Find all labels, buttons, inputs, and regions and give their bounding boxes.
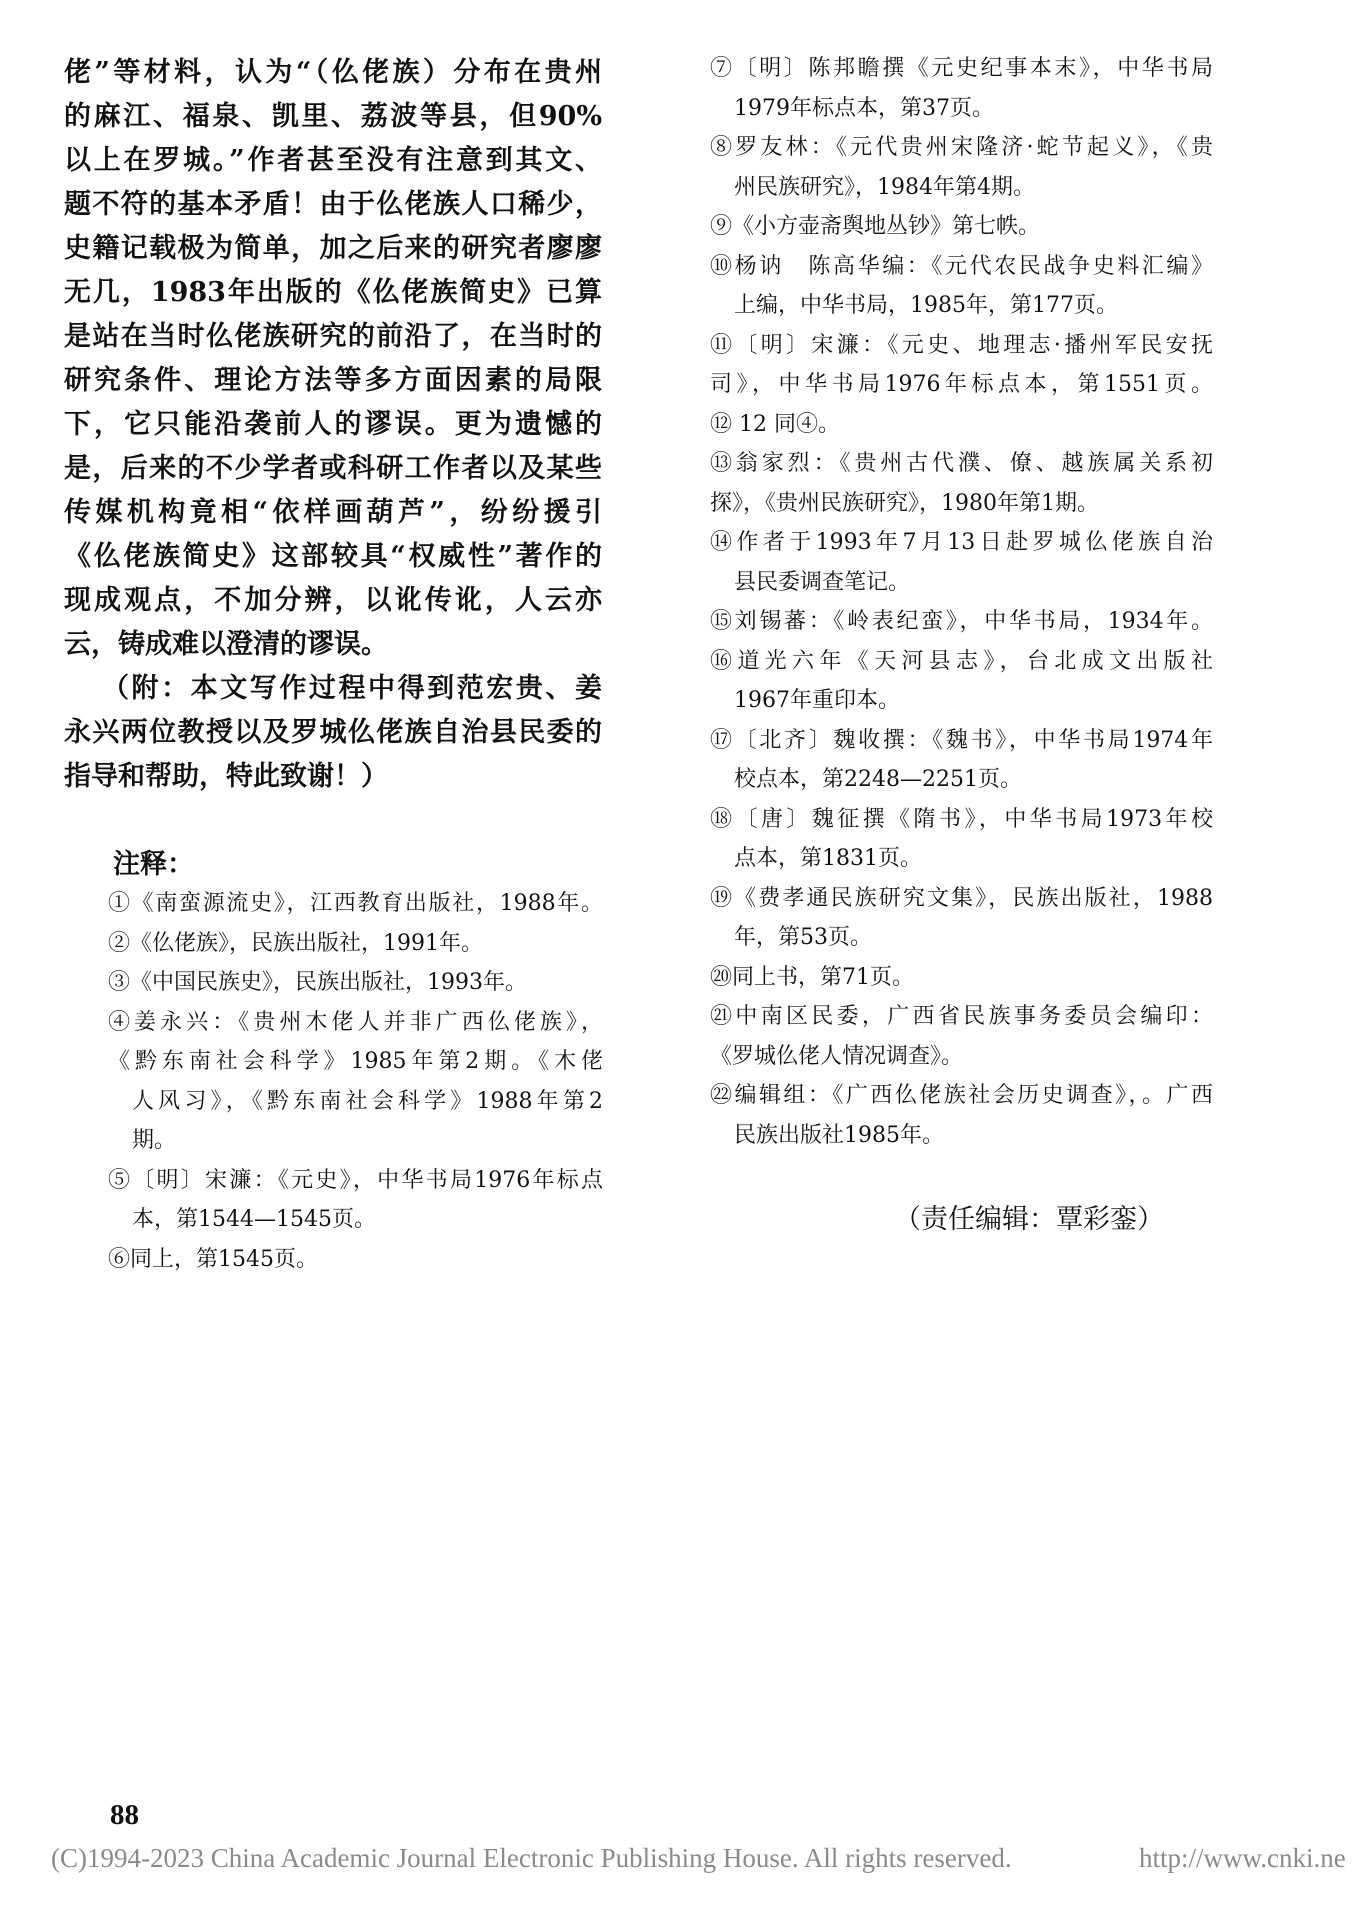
- note-line: 1967年重印本。: [734, 688, 900, 713]
- note-7: [710, 49, 1213, 128]
- copyright-footer: [0, 1838, 1368, 1878]
- note-line: ⑮刘锡蕃：《岭表纪蛮》，中华书局，1934年。: [710, 609, 1213, 634]
- note-line: 人风习》，《黔东南社会科学》1988年第2: [132, 1088, 603, 1114]
- note-line: ⑫ 12 同④。: [710, 411, 840, 437]
- note-line: 期。: [132, 1128, 177, 1153]
- note-18: [710, 800, 1213, 879]
- note-line: ②《仫佬族》，民族出版社，1991年。: [108, 930, 483, 956]
- note-line: ⑧罗友林：《元代贵州宋隆济·蛇节起义》，《贵: [710, 135, 1213, 160]
- note-line: 上编，中华书局，1985年，第177页。: [734, 293, 1118, 318]
- note-17: [710, 721, 1213, 800]
- body-line: 是，后来的不少学者或科研工作者以及某些: [64, 453, 602, 484]
- note-line: ①《南蛮源流史》，江西教育出版社，1988年。: [108, 891, 603, 916]
- note-10: [710, 247, 1213, 326]
- note-line: ⑥同上，第1545页。: [108, 1246, 318, 1272]
- acknowledgement-line: （附：本文写作过程中得到范宏贵、姜: [102, 673, 602, 704]
- note-line: ⑦〔明〕陈邦瞻撰《元史纪事本末》，中华书局: [710, 56, 1213, 81]
- body-line: 研究条件、理论方法等多方面因素的局限: [64, 365, 602, 396]
- note-line: ㉑中南区民委，广西省民族事务委员会编印：: [710, 1004, 1213, 1029]
- body-line: 下，它只能沿袭前人的谬误。更为遗憾的: [64, 409, 602, 440]
- note-line: 司》，中华书局1976年标点本，第1551页。: [710, 372, 1213, 397]
- note-21: [710, 997, 1213, 1076]
- page-number: 88: [110, 1799, 139, 1831]
- acknowledgement-line: 永兴两位教授以及罗城仫佬族自治县民委的: [64, 717, 602, 748]
- notes-list-left: [108, 884, 603, 1279]
- note-3: [108, 963, 603, 1003]
- note-line: ⑪〔明〕宋濂：《元史、地理志·播州军民安抚: [710, 332, 1213, 358]
- note-line: ⑳同上书，第71页。: [710, 964, 914, 990]
- note-4: [108, 1003, 603, 1161]
- body-line: 史籍记载极为简单，加之后来的研究者廖廖: [64, 233, 602, 264]
- note-19: [710, 879, 1213, 958]
- footer-url: http://www.cnki.ne: [1139, 1843, 1346, 1873]
- body-line: 云，铸成难以澄清的谬误。: [64, 629, 388, 660]
- note-line: 本，第1544—1545页。: [132, 1207, 376, 1232]
- note-line: ⑨《小方壶斋舆地丛钞》第七帙。: [710, 214, 1041, 239]
- body-line: 的麻江、福泉、凯里、荔波等县，但90%: [64, 101, 602, 132]
- note-line: ④姜永兴：《贵州木佬人并非广西仫佬族》，: [108, 1009, 603, 1035]
- body-line: 题不符的基本矛盾！由于仫佬族人口稀少，: [64, 189, 602, 220]
- note-line: 州民族研究》，1984年第4期。: [734, 174, 1035, 200]
- notes-list-right: [710, 49, 1213, 1155]
- notes-heading: 注释：: [113, 849, 194, 880]
- note-1: [108, 884, 603, 924]
- note-8: [710, 128, 1213, 207]
- body-line: 佬”等材料，认为“（仫佬族）分布在贵州: [64, 57, 602, 88]
- note-14: [710, 523, 1213, 602]
- note-line: 1979年标点本，第37页。: [734, 95, 994, 121]
- note-line: ⑲《费孝通民族研究文集》，民族出版社，1988: [710, 885, 1213, 911]
- note-line: ⑯道光六年《天河县志》，台北成文出版社: [710, 648, 1213, 674]
- note-line: ⑬翁家烈：《贵州古代濮、僚、越族属关系初: [710, 451, 1213, 476]
- note-line: 《罗城仫佬人情况调查》。: [710, 1043, 964, 1069]
- note-line: ⑰〔北齐〕魏收撰：《魏书》，中华书局1974年: [710, 727, 1213, 753]
- note-20: [710, 958, 1213, 998]
- note-5: [108, 1161, 603, 1240]
- body-line: 以上在罗城。”作者甚至没有注意到其文、: [64, 145, 602, 176]
- note-line: 校点本，第2248—2251页。: [734, 767, 1022, 792]
- note-15: [710, 602, 1213, 642]
- note-line: 民族出版社1985年。: [734, 1122, 944, 1148]
- note-12: [710, 405, 1213, 445]
- note-9: [710, 207, 1213, 247]
- note-line: 年，第53页。: [734, 925, 872, 950]
- responsible-editor: （责任编辑：覃彩銮）: [894, 1204, 1164, 1235]
- body-line: 传媒机构竟相“依样画葫芦”，纷纷援引: [64, 497, 602, 528]
- note-line: ⑱〔唐〕魏征撰《隋书》，中华书局1973年校: [710, 806, 1213, 832]
- body-line: 是站在当时仫佬族研究的前沿了，在当时的: [64, 321, 602, 352]
- note-line: ⑭作者于1993年7月13日赴罗城仫佬族自治: [710, 530, 1213, 555]
- note-16: [710, 642, 1213, 721]
- body-line: 现成观点，不加分辨，以讹传讹，人云亦: [64, 585, 602, 616]
- note-line: ③《中国民族史》，民族出版社，1993年。: [108, 970, 527, 995]
- note-line: ⑩杨讷 陈高华编：《元代农民战争史料汇编》: [710, 253, 1213, 279]
- acknowledgement-line: 指导和帮助，特此致谢！）: [64, 761, 388, 792]
- note-line: 县民委调查笔记。: [734, 569, 911, 595]
- note-13: [710, 444, 1213, 523]
- note-2: [108, 924, 603, 964]
- note-line: 探》，《贵州民族研究》，1980年第1期。: [710, 490, 1099, 516]
- note-6: [108, 1240, 603, 1280]
- copyright-text: (C)1994-2023 China Academic Journal Electronic Publishing House. All rights reserved.: [51, 1843, 1012, 1873]
- note-line: 点本，第1831页。: [734, 846, 922, 871]
- note-line: ⑤〔明〕宋濂：《元史》，中华书局1976年标点: [108, 1167, 603, 1193]
- note-line: 《黔东南社会科学》1985年第2期。《木佬: [108, 1049, 603, 1074]
- body-line: 无几，1983年出版的《仫佬族简史》已算: [64, 277, 602, 308]
- note-11: [710, 326, 1213, 405]
- note-line: ㉒编辑组：《广西仫佬族社会历史调查》，。广西: [710, 1083, 1213, 1108]
- body-text: [64, 51, 602, 799]
- note-22: [710, 1076, 1213, 1155]
- body-line: 《仫佬族简史》这部较具“权威性”著作的: [64, 541, 602, 572]
